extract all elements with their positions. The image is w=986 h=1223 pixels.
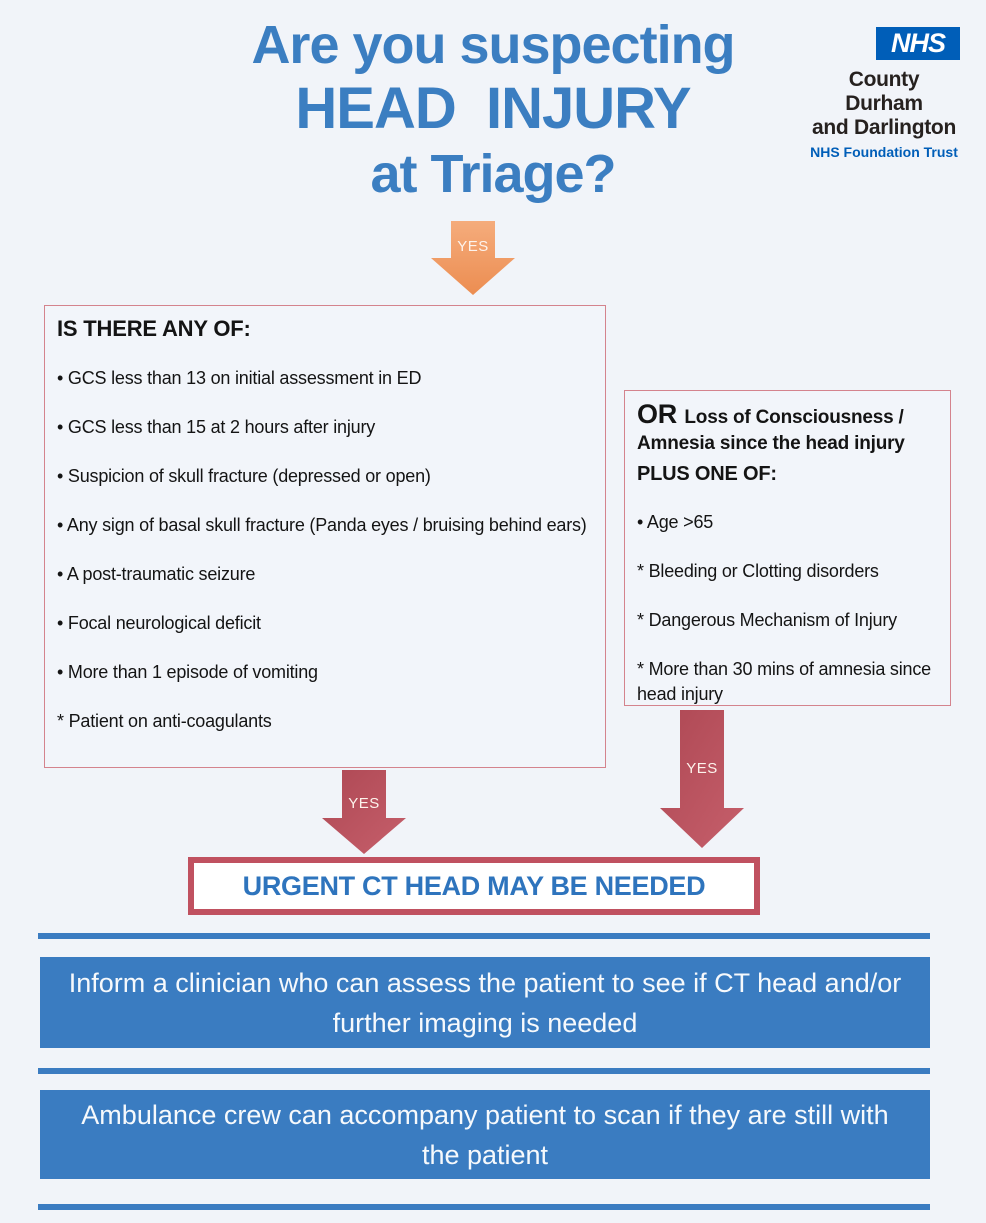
left-box-item: • Suspicion of skull fracture (depressed or open) [57, 466, 431, 486]
right-box-item: * Bleeding or Clotting disorders [637, 561, 879, 581]
yes-arrow-left-icon [322, 770, 406, 854]
yes-label-top: YES [457, 238, 489, 255]
title-line-3: at Triage? [370, 144, 616, 204]
down-arrow-red-icon [322, 770, 406, 854]
down-arrow-orange-icon [431, 221, 515, 295]
left-box-item: * Patient on anti-coagulants [57, 711, 272, 731]
left-box-item: • Focal neurological deficit [57, 613, 261, 633]
divider-line [38, 1204, 930, 1210]
title-line-1: Are you suspecting [251, 15, 735, 75]
left-box-item: • A post-traumatic seizure [57, 564, 256, 584]
left-box-item: • GCS less than 13 on initial assessment in ED [57, 368, 422, 388]
inform-clinician-bar [40, 957, 930, 1048]
yes-arrow-right-icon [660, 710, 744, 848]
right-box-item: • Age >65 [637, 512, 714, 532]
urgent-ct-head-label: URGENT CT HEAD MAY BE NEEDED [242, 870, 706, 901]
title-line-2: HEAD INJURY [295, 76, 691, 141]
ambulance-crew-text: Ambulance crew can accompany patient to scan if they are still with the patient [81, 1099, 889, 1170]
ambulance-crew-bar [40, 1090, 930, 1179]
left-box-item: • More than 1 episode of vomiting [57, 662, 318, 682]
yes-label-left: YES [348, 795, 380, 812]
criteria-box-secondary [624, 390, 951, 706]
right-box-heading-text: Loss of Consciousness / Amnesia since the head injury [637, 407, 905, 454]
trust-name-line-2: and Darlington [812, 116, 956, 139]
trust-type-label: NHS Foundation Trust [810, 144, 958, 160]
divider-line [38, 1068, 930, 1074]
down-arrow-red-icon [660, 710, 744, 848]
plus-one-of-label: PLUS ONE OF: [637, 463, 777, 485]
left-box-heading: IS THERE ANY OF: [57, 316, 251, 341]
right-box-item: * Dangerous Mechanism of Injury [637, 610, 897, 630]
yes-label-right: YES [686, 760, 718, 777]
urgent-ct-head-box [188, 857, 760, 915]
left-box-item: • GCS less than 15 at 2 hours after injury [57, 417, 376, 437]
right-box-item: * More than 30 mins of amnesia since head injury [637, 659, 931, 704]
nhs-logo-icon: NHS [876, 27, 960, 60]
trust-name-line-1: County Durham [845, 68, 923, 115]
divider-line [38, 933, 930, 939]
right-box-heading [637, 401, 938, 457]
or-label: OR [637, 399, 685, 429]
nhs-trust-logo [808, 27, 960, 162]
inform-clinician-text: Inform a clinician who can assess the patient to see if CT head and/or further imaging is needed [68, 967, 902, 1038]
criteria-box-primary [44, 305, 606, 768]
left-box-item: • Any sign of basal skull fracture (Panda eyes / bruising behind ears) [57, 515, 587, 535]
yes-arrow-top-icon [431, 221, 515, 295]
